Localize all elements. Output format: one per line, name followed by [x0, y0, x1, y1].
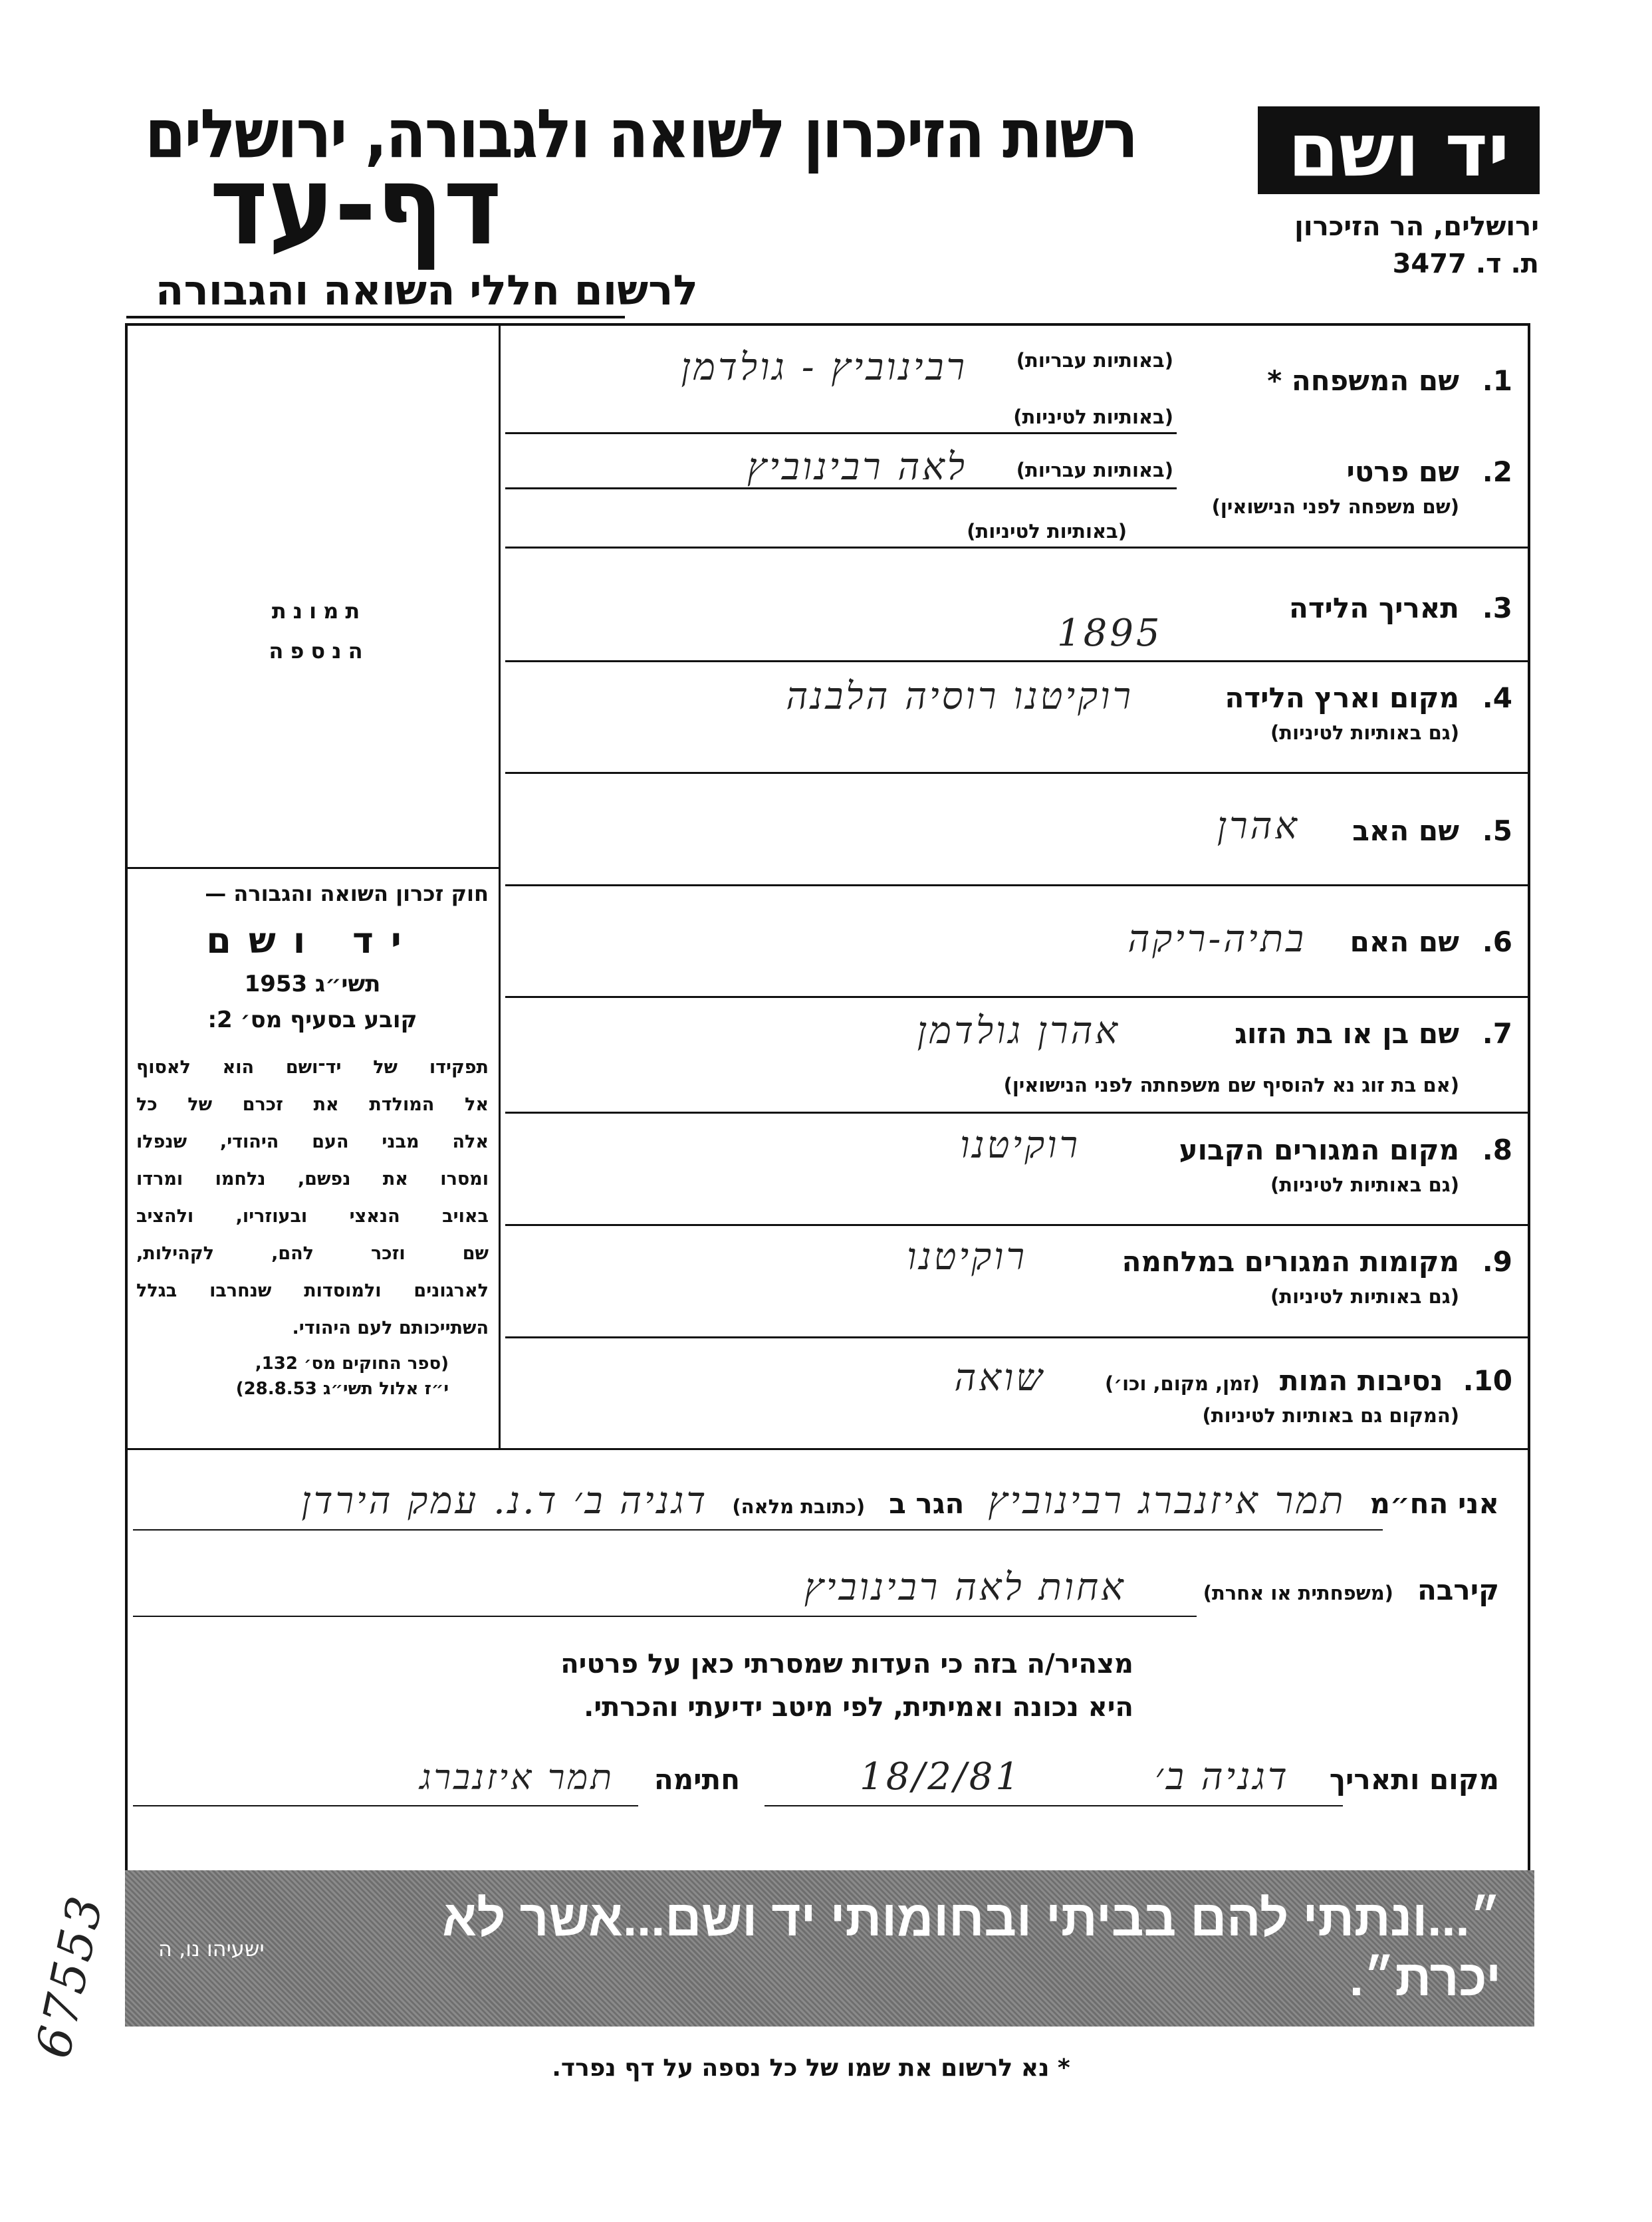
field-sublabel: (גם באותיות לטיניות) — [1270, 1173, 1459, 1196]
law-box — [136, 881, 489, 1399]
birth-place-value[interactable]: רוקיטנו רוסיה הלבנה — [786, 675, 1133, 718]
row-line — [505, 432, 1177, 434]
signature-label: חתימה — [653, 1763, 741, 1796]
field-number: 2. — [1482, 455, 1512, 488]
relation-label: קירבה — [1417, 1574, 1499, 1606]
law-line: שם וזכר להם, לקהילות, — [136, 1243, 489, 1264]
declarant-name[interactable]: תמר איזנברג רבינוביץ — [988, 1479, 1346, 1523]
law-line: השתייכותם לעם היהודי. — [292, 1318, 489, 1338]
place-date-row — [419, 1755, 1499, 1798]
field-number: 3. — [1482, 592, 1512, 624]
law-line: באויב הנאצי ובעוזריו, ולהציב — [136, 1206, 489, 1227]
field-label-hint: (זמן, מקום, וכו׳) — [1104, 1372, 1260, 1395]
photo-label-2: הנספה — [269, 638, 370, 664]
law-line: תפקידו של יד־ושם הוא לאסוף — [136, 1057, 489, 1078]
field-sublabel: (שם משפחה לפני הנישואין) — [1211, 495, 1459, 518]
footnote: * נא לרשום את שמו של כל נספה על דף נפרד. — [552, 2054, 1070, 2082]
mother-name-value[interactable]: בתיה-ריקה — [1127, 918, 1306, 961]
wartime-residence-value[interactable]: רוקיטנו — [907, 1235, 1027, 1279]
field-number: 10. — [1463, 1364, 1512, 1397]
statement-line-1: מצהיר/ה בזה כי העדות שמסרתי כאן על פרטיה — [560, 1649, 1133, 1679]
law-line: לארגונים ולמוסדות שנחרבו בגלל — [136, 1281, 489, 1301]
law-title: חוק זכרון השואה והגבורה — — [205, 881, 489, 906]
field-number: 5. — [1482, 814, 1512, 847]
row-line — [505, 1112, 1530, 1114]
left-column-divider — [125, 867, 499, 869]
law-line: אל המולדת את זכרם של כל — [136, 1094, 489, 1115]
row-line — [505, 660, 1530, 662]
declarant-address[interactable]: דגניה ב׳ ד.נ. עמק הירדן — [301, 1479, 709, 1523]
hint-latin: (באותיות לטיניות) — [967, 520, 1127, 543]
row-line — [505, 884, 1530, 886]
field-sublabel: (גם באותיות לטיניות) — [1270, 1285, 1459, 1308]
po-box: ת. ד. 3477 — [1392, 249, 1539, 279]
hint-hebrew: (באותיות עבריות) — [1016, 349, 1173, 372]
field-label-mother-name: שם האם — [1350, 926, 1459, 958]
place-date-line — [765, 1805, 1343, 1806]
declarant-label: אני הח״מ — [1369, 1487, 1499, 1520]
date-value[interactable]: 18/2/81 — [860, 1755, 1022, 1798]
signature-line — [133, 1805, 638, 1806]
hint-hebrew: (באותיות עבריות) — [1016, 459, 1173, 481]
field-number: 1. — [1482, 364, 1512, 397]
authority-title: רשות הזיכרון לשואה ולגבורה, ירושלים — [145, 94, 1137, 174]
row-line — [505, 547, 1530, 549]
field-sublabel: (אם בת זוג נא להוסיף שם משפחתה לפני הנישואין) — [1003, 1074, 1459, 1096]
hint-latin: (באותיות לטיניות) — [1013, 406, 1173, 428]
law-body — [136, 1049, 489, 1347]
field-number: 6. — [1482, 926, 1512, 958]
page-subtitle: לרשום חללי השואה והגבורה — [155, 266, 698, 314]
residing-label: הגר ב — [889, 1487, 965, 1520]
field-label-first-name: שם פרטי — [1346, 455, 1459, 488]
field-sublabel: (המקום גם באותיות לטיניות) — [1202, 1404, 1459, 1427]
quote-banner — [125, 1870, 1534, 2027]
law-name: יד ושם — [206, 920, 419, 961]
declaration-line — [133, 1529, 1383, 1531]
field-number: 9. — [1482, 1245, 1512, 1278]
yad-vashem-logo: יד ושם — [1258, 106, 1540, 194]
permanent-residence-value[interactable]: רוקיטנו — [960, 1124, 1080, 1167]
page-title: דף-עד — [209, 142, 502, 270]
field-label-father-name: שם האב — [1352, 814, 1459, 847]
field-label-birth-place: מקום וארץ הלידה — [1225, 681, 1459, 714]
address-line: ירושלים, הר הזיכרון — [1294, 211, 1539, 242]
declarant-row — [301, 1479, 1499, 1523]
place-value[interactable]: דגניה ב׳ — [1154, 1755, 1290, 1798]
field-label-permanent-residence: מקום המגורים הקבוע — [1179, 1134, 1459, 1166]
relation-value[interactable]: אחות לאה רבינוביץ — [804, 1566, 1126, 1609]
row-line — [125, 1448, 1530, 1450]
family-name-value[interactable]: רבינוביץ - גולדמן — [681, 346, 967, 389]
field-number: 7. — [1482, 1017, 1512, 1050]
field-label-birth-date: תאריך הלידה — [1289, 592, 1459, 624]
row-line — [505, 772, 1530, 774]
law-reference: (ספר החוקים מס׳ 132, — [255, 1354, 449, 1374]
spouse-name-value[interactable]: אהרן גולדמן — [917, 1009, 1120, 1052]
law-line: אלה מבני העם היהודי, שנפלו — [136, 1132, 489, 1152]
address-hint: (כתובת מלאה) — [732, 1495, 866, 1518]
row-line — [505, 996, 1530, 998]
father-name-value[interactable]: אהרן — [1217, 804, 1300, 848]
law-section: קובע בסעיף מס׳ 2: — [207, 1007, 417, 1033]
field-label-wartime-residence: מקומות המגורים במלחמה — [1121, 1245, 1459, 1278]
statement-line-2: היא נכונה ואמיתית, לפי מיטב ידיעתי והכרתי. — [584, 1692, 1133, 1723]
field-label-spouse-name: שם בן או בת הזוג — [1235, 1017, 1459, 1050]
first-name-value[interactable]: לאה רבינוביץ — [747, 445, 967, 489]
relation-row — [804, 1566, 1499, 1609]
archive-number: 67553 — [25, 1889, 114, 2063]
relation-line — [133, 1616, 1197, 1617]
field-sublabel: (גם באותיות לטיניות) — [1270, 721, 1459, 744]
field-number: 8. — [1482, 1134, 1512, 1166]
photo-label: תמונת — [271, 598, 367, 624]
signature[interactable]: תמר איזנברג — [419, 1758, 614, 1798]
death-circumstances-value[interactable]: שואה — [954, 1356, 1045, 1400]
row-line — [505, 1224, 1530, 1226]
field-label-family-name: שם המשפחה * — [1267, 364, 1459, 397]
banner-quote: ״...ונתתי להם בביתי ובחומותי יד ושם...אשר לא יכרת״. — [442, 1890, 1501, 2007]
subtitle-rule — [126, 316, 625, 318]
relation-hint: (משפחתית או אחרת) — [1203, 1582, 1393, 1604]
law-reference-date: י״ז אלול תשי״ג 28.8.53) — [235, 1379, 449, 1399]
field-10-row — [955, 1356, 1512, 1400]
banner-source: ישעיהו נו, ה — [158, 1935, 265, 1961]
birth-date-value[interactable]: 1895 — [1057, 612, 1163, 655]
law-line: ומסרו את נפשם, נלחמו ומרדו — [136, 1169, 489, 1189]
field-label-death-circumstances: נסיבות המות — [1279, 1364, 1443, 1397]
field-number: 4. — [1482, 681, 1512, 714]
column-divider — [499, 323, 501, 1448]
place-date-label: מקום ותאריך — [1329, 1763, 1499, 1796]
law-year: תשי״ג 1953 — [244, 971, 381, 997]
row-line — [505, 1336, 1530, 1338]
